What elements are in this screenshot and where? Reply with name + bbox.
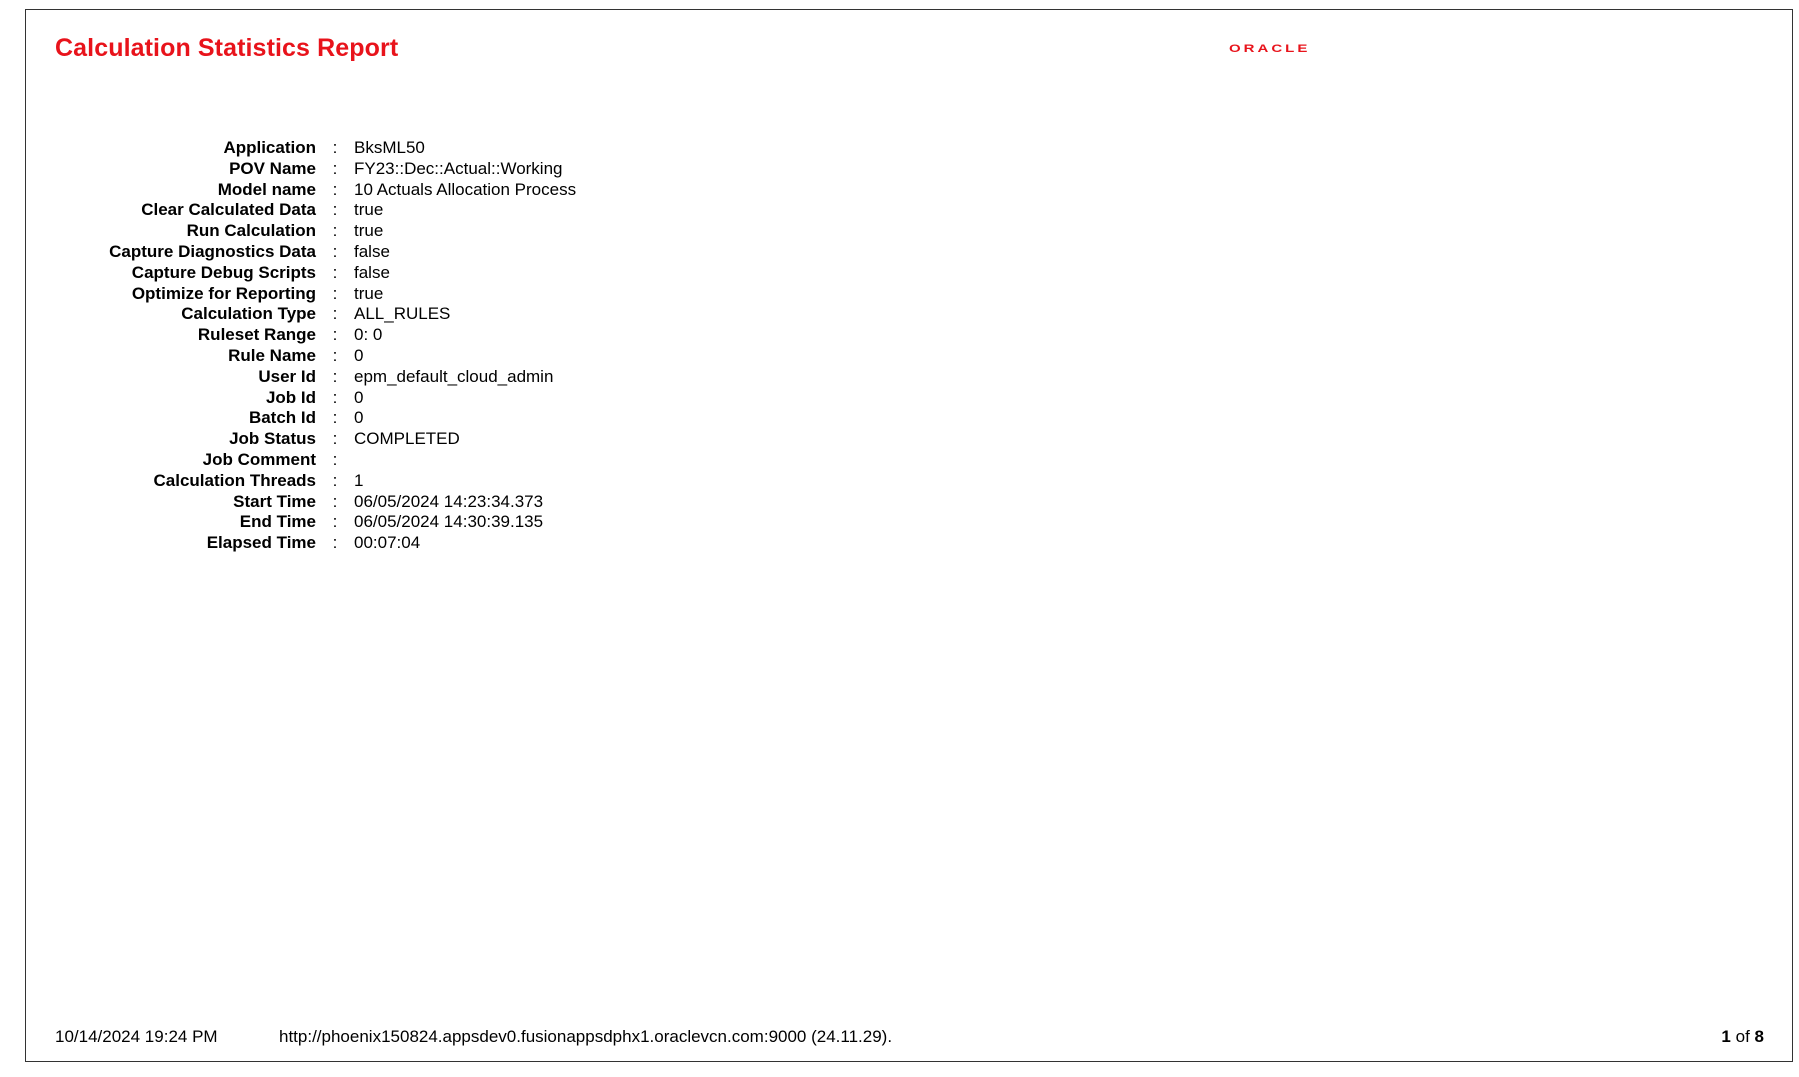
- param-separator: :: [332, 387, 338, 407]
- param-value: FY23::Dec::Actual::Working: [354, 158, 563, 178]
- param-value: [354, 450, 576, 471]
- param-label: Calculation Threads: [153, 470, 316, 490]
- param-separator: :: [332, 345, 338, 365]
- param-label: Application: [223, 138, 316, 157]
- page-total: 8: [1754, 1027, 1764, 1046]
- report-page: [25, 9, 1793, 1062]
- param-row: [66, 180, 576, 201]
- param-separator: :: [332, 138, 338, 157]
- param-row: [66, 304, 576, 325]
- param-row: [66, 159, 576, 180]
- param-row: [66, 242, 576, 263]
- param-label: Ruleset Range: [197, 325, 316, 345]
- param-separator: :: [332, 158, 338, 178]
- param-separator: :: [332, 533, 338, 553]
- param-row: [66, 492, 576, 513]
- param-separator: :: [332, 283, 338, 303]
- param-separator: :: [332, 262, 338, 282]
- param-separator: :: [332, 241, 338, 261]
- param-label: End Time: [239, 512, 316, 532]
- param-value: 0: 0: [354, 325, 383, 345]
- param-separator: :: [332, 470, 338, 490]
- param-row: [66, 512, 576, 533]
- report-title: Calculation Statistics Report: [55, 34, 399, 62]
- param-row: [66, 284, 576, 305]
- param-separator: :: [332, 325, 338, 345]
- param-value: false: [354, 241, 390, 261]
- param-separator: :: [332, 179, 338, 199]
- param-label: Capture Debug Scripts: [131, 262, 316, 282]
- param-label: Run Calculation: [186, 221, 316, 241]
- param-separator: :: [332, 449, 338, 469]
- param-separator: :: [332, 491, 338, 511]
- param-separator: :: [332, 512, 338, 532]
- param-label: Elapsed Time: [206, 533, 316, 553]
- param-value: 0: [354, 408, 364, 428]
- param-separator: :: [332, 366, 338, 386]
- footer-page-number: [1721, 1027, 1764, 1047]
- param-separator: :: [332, 429, 338, 449]
- param-label: Capture Diagnostics Data: [109, 241, 316, 261]
- param-label: User Id: [258, 366, 316, 386]
- param-value: 00:07:04: [354, 533, 421, 553]
- param-row: [66, 367, 576, 388]
- param-label: Batch Id: [248, 408, 316, 428]
- param-row: [66, 533, 576, 554]
- param-separator: :: [332, 200, 338, 220]
- oracle-logo: [1229, 40, 1310, 57]
- param-value: 0: [354, 345, 364, 365]
- param-row: [66, 408, 576, 429]
- param-label: Model name: [217, 179, 316, 199]
- param-row: [66, 200, 576, 221]
- page-current: 1: [1721, 1027, 1731, 1046]
- param-value: 10 Actuals Allocation Process: [354, 179, 577, 199]
- param-label: Rule Name: [228, 345, 316, 365]
- param-value: true: [354, 200, 384, 220]
- param-value: COMPLETED: [354, 429, 460, 449]
- param-value: 0: [354, 387, 364, 407]
- oracle-logo-text: ORACLE: [1229, 42, 1311, 55]
- param-row: [66, 450, 576, 471]
- param-label: Optimize for Reporting: [131, 283, 316, 303]
- param-value: true: [354, 221, 384, 241]
- param-label: POV Name: [229, 158, 316, 178]
- param-row: [66, 346, 576, 367]
- param-row: [66, 471, 576, 492]
- footer-printed-date: 10/14/2024 19:24 PM: [55, 1027, 218, 1046]
- page-of: of: [1735, 1027, 1750, 1046]
- param-row: [66, 263, 576, 284]
- param-value: false: [354, 262, 390, 282]
- param-row: [66, 138, 576, 159]
- param-label: Job Id: [265, 387, 316, 407]
- param-value: true: [354, 283, 384, 303]
- param-separator: :: [332, 221, 338, 241]
- param-label: Job Status: [229, 429, 316, 449]
- param-value: 1: [354, 470, 364, 490]
- param-row: [66, 325, 576, 346]
- param-label: Calculation Type: [181, 304, 316, 324]
- param-value: epm_default_cloud_admin: [354, 366, 554, 386]
- param-label: Start Time: [233, 491, 316, 511]
- param-label: Clear Calculated Data: [141, 200, 316, 220]
- param-row: [66, 388, 576, 409]
- param-value: 06/05/2024 14:23:34.373: [354, 491, 544, 511]
- param-label: Job Comment: [202, 449, 316, 469]
- param-value: 06/05/2024 14:30:39.135: [354, 512, 544, 532]
- param-separator: :: [332, 408, 338, 428]
- param-row: [66, 429, 576, 450]
- param-value: BksML50: [354, 138, 425, 157]
- parameter-table: [66, 138, 576, 554]
- footer-server-url: http://phoenix150824.appsdev0.fusionappsdphx1.oraclevcn.com:9000 (24.11.29).: [279, 1027, 893, 1046]
- param-separator: :: [332, 304, 338, 324]
- param-value: ALL_RULES: [354, 304, 451, 324]
- param-row: [66, 221, 576, 242]
